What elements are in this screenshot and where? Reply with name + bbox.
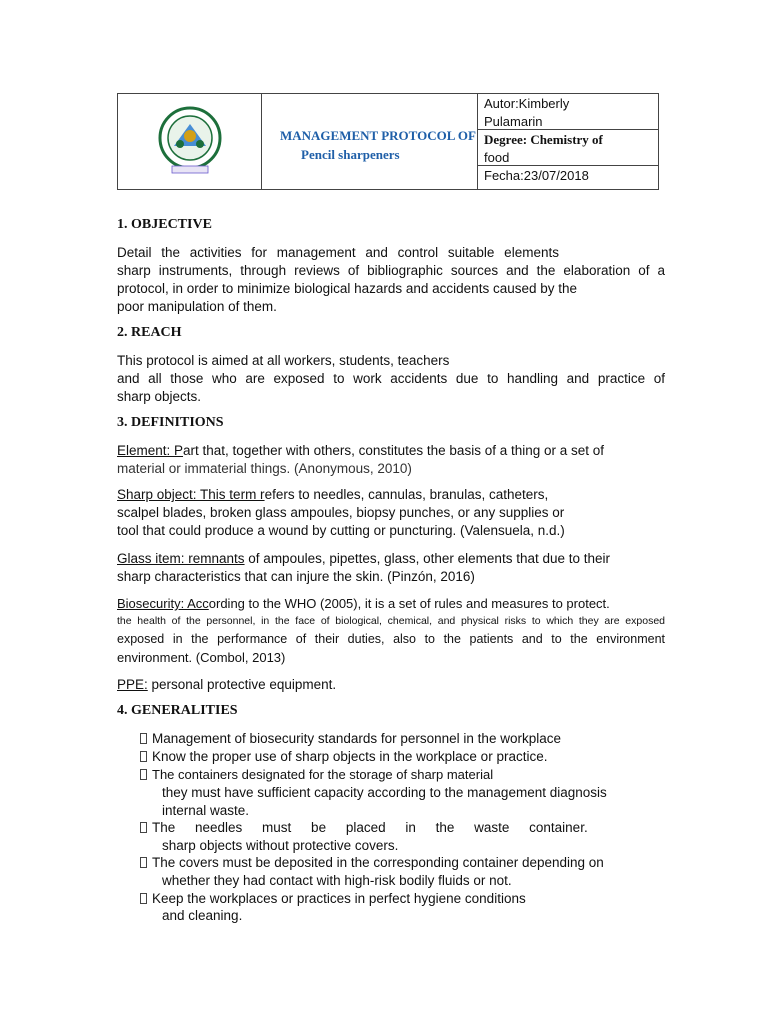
bullet-box-icon <box>140 769 147 780</box>
sharp-text: efers to needles, cannulas, branulas, catheters, <box>264 487 549 502</box>
bullet-box-icon <box>140 857 147 868</box>
bullet-box-icon <box>140 893 147 904</box>
definitions-heading: 3. DEFINITIONS <box>117 415 224 430</box>
bullet-box-icon <box>140 822 147 833</box>
author-row <box>478 94 658 130</box>
generalities-heading: 4. GENERALITIES <box>117 703 238 718</box>
element-text: art that, together with others, constitutes the basis of a thing or a set of <box>183 443 605 458</box>
list-item-continuation: internal waste. <box>162 803 250 818</box>
author-line2: Pulamarin <box>484 114 543 129</box>
list-item: The covers must be deposited in the corresponding container depending on <box>140 854 604 872</box>
bio-line-2: the health of the personnel, in the face of biological, chemical, and physical risks to which they are exposed <box>117 615 665 627</box>
sharp-line-2: scalpel blades, broken glass ampoules, biopsy punches, or any supplies or <box>117 505 565 520</box>
list-item: The containers designated for the storage of sharp material <box>140 766 493 784</box>
bio-line-3: exposed in the performance of their duties, also to the patients and to the environment <box>117 632 665 646</box>
ppe-text: personal protective equipment. <box>147 677 337 692</box>
objective-paragraph <box>117 244 665 316</box>
objective-line-3: protocol, in order to minimize biological hazards and accidents caused by the <box>117 281 578 296</box>
glass-term: Glass item: remnants <box>117 551 245 566</box>
bio-term: Biosecurity: Acc <box>117 596 209 611</box>
bullet-box-icon <box>140 751 147 762</box>
list-item: Keep the workplaces or practices in perfect hygiene conditions <box>140 890 526 908</box>
protocol-title: MANAGEMENT PROTOCOL OF <box>280 128 476 143</box>
glass-text: of ampoules, pipettes, glass, other elements that due to their <box>244 551 611 566</box>
sharp-term: Sharp object: This term r <box>117 487 265 502</box>
objective-line-4: poor manipulation of them. <box>117 299 277 314</box>
list-item-continuation: sharp objects without protective covers. <box>162 838 399 853</box>
list-item: The needles must be placed in the waste container. <box>140 819 550 837</box>
reach-heading: 2. REACH <box>117 325 182 340</box>
title-cell <box>262 94 478 189</box>
list-item-continuation: they must have sufficient capacity according to the management diagnosis <box>162 785 607 800</box>
ppe-term: PPE: <box>117 677 148 692</box>
date-row <box>478 166 658 189</box>
list-item-continuation: whether they had contact with high-risk bodily fluids or not. <box>162 873 512 888</box>
author-line1: Autor:Kimberly <box>484 96 570 111</box>
objective-line-2: sharp instruments, through reviews of bibliographic sources and the elaboration of a <box>117 263 665 278</box>
objective-line-1: Detail the activities for management and control suitable elements <box>117 245 559 260</box>
bio-text: ording to the WHO (2005), it is a set of rules and measures to protect. <box>208 596 610 611</box>
definition-biosecurity <box>117 595 665 667</box>
bio-line-4: environment. (Combol, 2013) <box>117 650 286 665</box>
university-seal-logo <box>152 106 228 176</box>
date-text: Fecha:23/07/2018 <box>484 168 589 183</box>
element-term: Element: P <box>117 443 184 458</box>
sharp-line-3: tool that could produce a wound by cutting or puncturing. (Valensuela, n.d.) <box>117 523 565 538</box>
logo-cell <box>118 94 262 189</box>
list-item: Know the proper use of sharp objects in the workplace or practice. <box>140 748 547 766</box>
degree-line2: food <box>484 150 510 165</box>
reach-line-3: sharp objects. <box>117 389 202 404</box>
glass-line-2: sharp characteristics that can injure the skin. (Pinzón, 2016) <box>117 569 475 584</box>
element-line-2: material or immaterial things. (Anonymous, 2010) <box>117 461 412 476</box>
degree-row <box>478 130 658 166</box>
header-table <box>117 93 659 190</box>
degree-label: Degree: Chemistry of <box>484 132 603 147</box>
reach-line-2: and all those who are exposed to work accidents due to handling and practice of <box>117 371 665 386</box>
definition-element <box>117 442 665 478</box>
reach-paragraph <box>117 352 665 406</box>
reach-line-1: This protocol is aimed at all workers, students, teachers <box>117 353 450 368</box>
protocol-subtitle: Pencil sharpeners <box>301 147 400 162</box>
definition-sharp-object <box>117 486 665 540</box>
definition-glass-item <box>117 550 665 586</box>
objective-heading: 1. OBJECTIVE <box>117 217 212 232</box>
list-item: Management of biosecurity standards for personnel in the workplace <box>140 730 561 748</box>
definition-ppe <box>117 676 665 694</box>
info-cell <box>478 94 658 189</box>
list-item-continuation: and cleaning. <box>162 908 243 923</box>
bullet-box-icon <box>140 733 147 744</box>
